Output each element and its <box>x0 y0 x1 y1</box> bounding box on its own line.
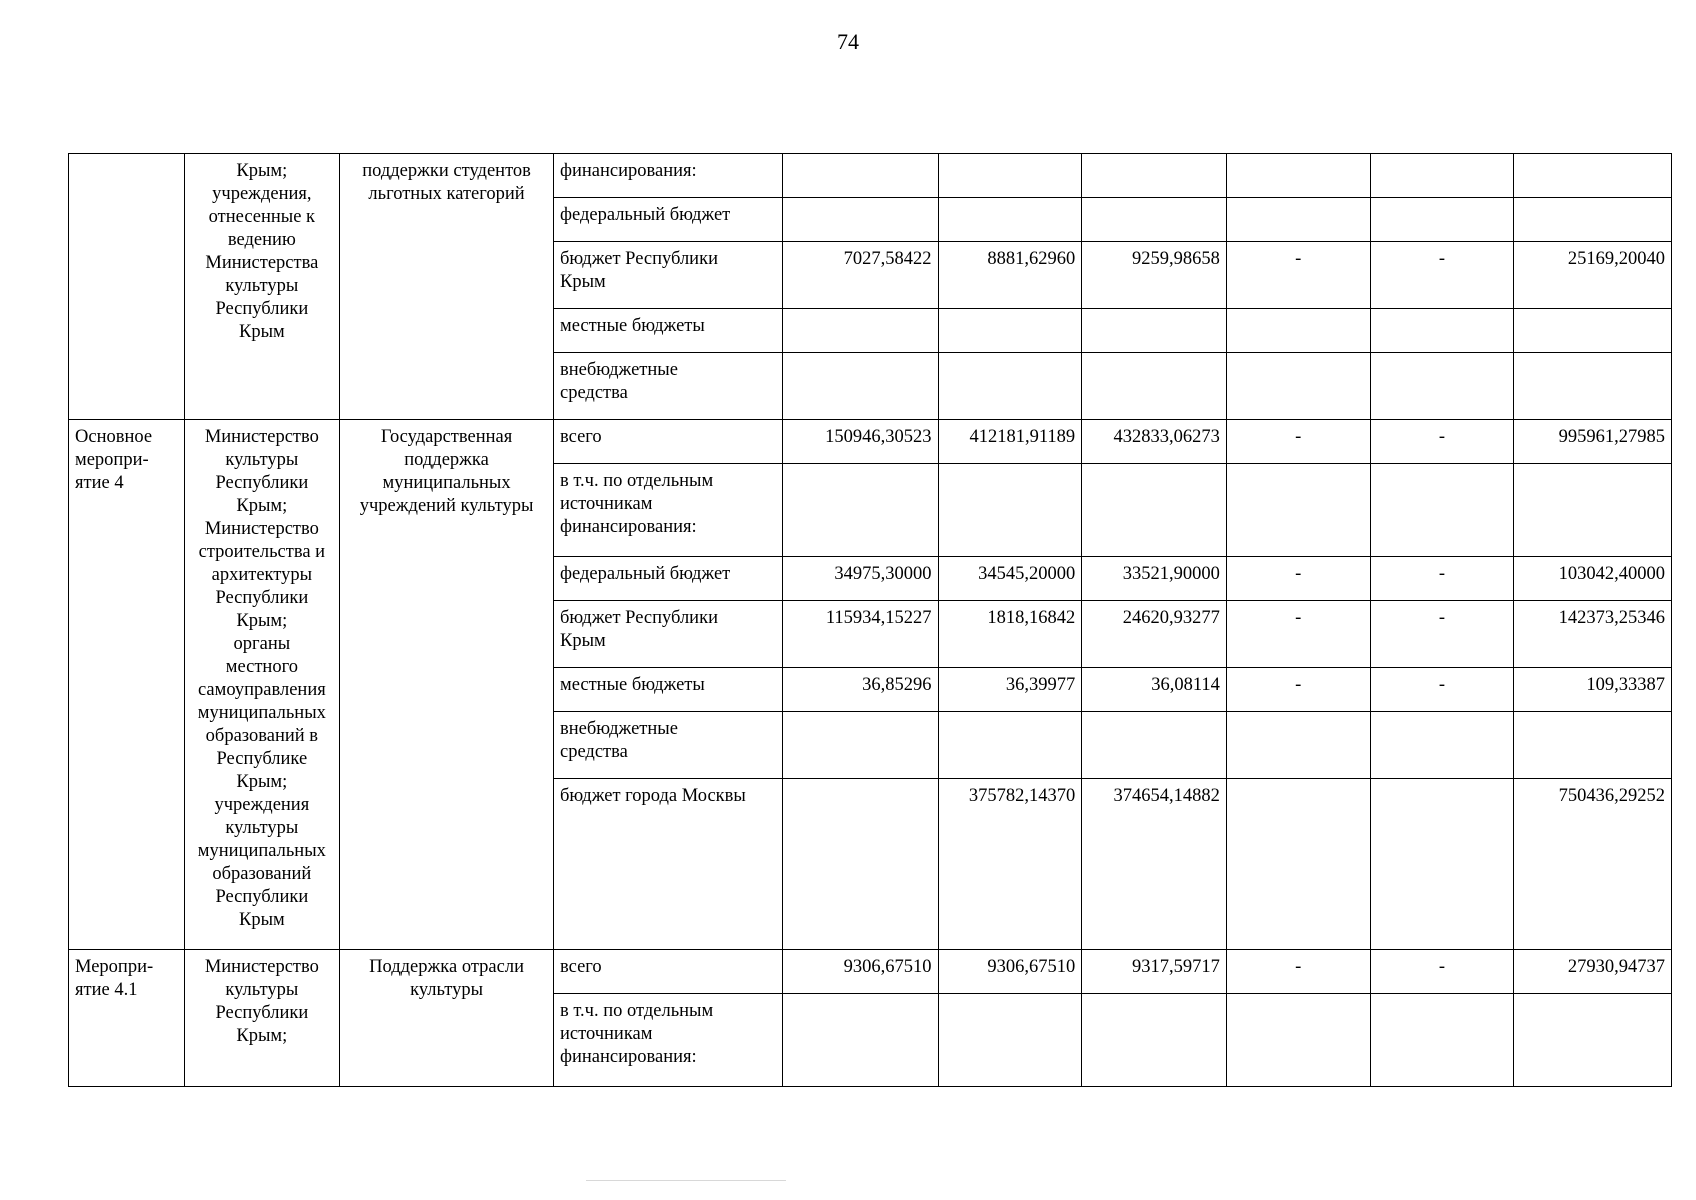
year-4-value-text: - <box>1295 608 1302 628</box>
total-value <box>1514 994 1672 1087</box>
year-1-value <box>782 668 938 712</box>
year-2-value <box>938 420 1082 464</box>
year-2-value-text: 9306,67510 <box>987 957 1076 977</box>
funding-source-cell <box>554 557 783 601</box>
year-4-value <box>1226 779 1370 950</box>
measure-cell <box>69 420 185 950</box>
year-4-value <box>1226 601 1370 668</box>
funding-source-cell <box>554 242 783 309</box>
year-1-value-text: 36,85296 <box>862 675 932 695</box>
year-2-value-text: 8881,62960 <box>987 249 1076 269</box>
program-title-cell-text: Поддержка отрасли культуры <box>369 957 524 1000</box>
year-5-value <box>1370 950 1514 994</box>
year-1-value <box>782 242 938 309</box>
year-2-value <box>938 242 1082 309</box>
year-3-value <box>1082 601 1227 668</box>
year-4-value <box>1226 464 1370 557</box>
year-3-value-text: 9259,98658 <box>1132 249 1220 269</box>
year-3-value-text: 432833,06273 <box>1113 427 1220 447</box>
total-value <box>1514 154 1672 198</box>
measure-cell <box>69 154 185 420</box>
total-value <box>1514 668 1672 712</box>
year-2-value <box>938 353 1082 420</box>
year-5-value-text: - <box>1438 957 1445 977</box>
year-3-value-text: 36,08114 <box>1151 675 1220 695</box>
table-row <box>69 420 1672 464</box>
year-4-value <box>1226 242 1370 309</box>
funding-source-cell <box>554 154 783 198</box>
year-4-value <box>1226 154 1370 198</box>
year-3-value <box>1082 242 1227 309</box>
year-5-value <box>1370 309 1514 353</box>
page-number: 74 <box>837 29 859 54</box>
year-3-value <box>1082 198 1227 242</box>
year-1-value <box>782 464 938 557</box>
year-5-value <box>1370 242 1514 309</box>
funding-source-cell-text: финансирования: <box>560 161 697 181</box>
year-3-value-text: 24620,93277 <box>1122 608 1220 628</box>
total-value-text: 27930,94737 <box>1567 957 1665 977</box>
total-value <box>1514 712 1672 779</box>
total-value <box>1514 420 1672 464</box>
funding-source-cell-text: внебюджетные средства <box>560 360 678 403</box>
measure-cell-text: Основное меропри- ятие 4 <box>75 427 153 493</box>
year-1-value <box>782 309 938 353</box>
year-4-value <box>1226 994 1370 1087</box>
year-1-value <box>782 198 938 242</box>
year-2-value <box>938 198 1082 242</box>
year-1-value <box>782 353 938 420</box>
total-value-text: 109,33387 <box>1586 675 1665 695</box>
total-value <box>1514 779 1672 950</box>
year-2-value-text: 36,39977 <box>1005 675 1076 695</box>
measure-cell-text: Меропри- ятие 4.1 <box>75 957 154 1000</box>
year-1-value-text: 7027,58422 <box>843 249 932 269</box>
year-1-value <box>782 994 938 1087</box>
program-title-cell <box>340 420 554 950</box>
year-4-value <box>1226 353 1370 420</box>
year-3-value <box>1082 668 1227 712</box>
year-4-value-text: - <box>1295 249 1302 269</box>
year-2-value-text: 1818,16842 <box>987 608 1076 628</box>
funding-source-cell-text: бюджет города Москвы <box>560 786 746 806</box>
funding-source-cell-text: местные бюджеты <box>560 675 705 695</box>
year-3-value <box>1082 464 1227 557</box>
funding-source-cell <box>554 464 783 557</box>
year-2-value <box>938 712 1082 779</box>
executor-cell-text: Министерство культуры Республики Крым; <box>204 957 319 1046</box>
year-4-value <box>1226 950 1370 994</box>
funding-source-cell-text: в т.ч. по отдельным источникам финансирования: <box>560 1001 714 1067</box>
program-title-cell <box>340 154 554 420</box>
year-3-value <box>1082 779 1227 950</box>
year-3-value <box>1082 994 1227 1087</box>
total-value <box>1514 557 1672 601</box>
year-1-value <box>782 557 938 601</box>
year-4-value <box>1226 420 1370 464</box>
total-value <box>1514 242 1672 309</box>
table-row <box>69 154 1672 198</box>
total-value-text: 750436,29252 <box>1558 786 1665 806</box>
funding-source-cell-text: всего <box>560 427 602 447</box>
funding-source-cell <box>554 779 783 950</box>
executor-cell <box>184 420 340 950</box>
funding-source-cell <box>554 668 783 712</box>
year-4-value-text: - <box>1295 675 1302 695</box>
funding-source-cell-text: внебюджетные средства <box>560 719 678 762</box>
year-2-value <box>938 154 1082 198</box>
year-1-value <box>782 712 938 779</box>
year-3-value-text: 9317,59717 <box>1132 957 1220 977</box>
year-4-value <box>1226 557 1370 601</box>
total-value <box>1514 601 1672 668</box>
year-4-value-text: - <box>1295 564 1302 584</box>
year-4-value <box>1226 712 1370 779</box>
year-5-value <box>1370 601 1514 668</box>
year-5-value-text: - <box>1438 249 1445 269</box>
funding-source-cell <box>554 309 783 353</box>
funding-source-cell-text: всего <box>560 957 602 977</box>
year-5-value <box>1370 668 1514 712</box>
measure-cell <box>69 950 185 1087</box>
year-5-value-text: - <box>1438 608 1445 628</box>
year-3-value <box>1082 950 1227 994</box>
year-1-value-text: 34975,30000 <box>834 564 932 584</box>
year-5-value <box>1370 779 1514 950</box>
total-value <box>1514 309 1672 353</box>
funding-source-cell-text: местные бюджеты <box>560 316 705 336</box>
year-2-value <box>938 601 1082 668</box>
year-5-value-text: - <box>1438 675 1445 695</box>
program-title-cell-text: Государственная поддержка муниципальных учреждений культуры <box>359 427 534 516</box>
year-3-value <box>1082 353 1227 420</box>
year-5-value <box>1370 464 1514 557</box>
year-1-value <box>782 950 938 994</box>
year-2-value-text: 375782,14370 <box>968 786 1076 806</box>
year-1-value-text: 150946,30523 <box>825 427 932 447</box>
year-2-value <box>938 464 1082 557</box>
funding-source-cell-text: в т.ч. по отдельным источникам финансирования: <box>560 471 714 537</box>
executor-cell-text: Крым; учреждения, отнесенные к ведению Министерства культуры Республики Крым <box>205 161 319 342</box>
year-2-value-text: 34545,20000 <box>978 564 1076 584</box>
funding-source-cell <box>554 198 783 242</box>
year-5-value <box>1370 557 1514 601</box>
year-2-value <box>938 557 1082 601</box>
total-value-text: 25169,20040 <box>1567 249 1665 269</box>
funding-source-cell <box>554 601 783 668</box>
executor-cell-text: Министерство культуры Республики Крым; Министерство строительства и архитектуры Республики Крым; органы местного самоуправления муниципальных образований в Республике Крым; учреждения культуры муниципальных образований Республики Крым <box>197 427 326 930</box>
year-1-value-text: 115934,15227 <box>825 608 932 628</box>
year-3-value-text: 374654,14882 <box>1113 786 1220 806</box>
year-5-value <box>1370 154 1514 198</box>
year-5-value <box>1370 198 1514 242</box>
year-5-value <box>1370 353 1514 420</box>
year-4-value <box>1226 668 1370 712</box>
year-5-value-text: - <box>1438 564 1445 584</box>
funding-source-cell <box>554 353 783 420</box>
total-value <box>1514 198 1672 242</box>
budget-table <box>68 153 1672 1087</box>
year-1-value <box>782 420 938 464</box>
total-value-text: 103042,40000 <box>1558 564 1665 584</box>
year-4-value <box>1226 198 1370 242</box>
year-3-value <box>1082 154 1227 198</box>
year-3-value <box>1082 557 1227 601</box>
year-2-value <box>938 950 1082 994</box>
year-4-value <box>1226 309 1370 353</box>
executor-cell <box>184 950 340 1087</box>
year-2-value <box>938 309 1082 353</box>
year-2-value <box>938 779 1082 950</box>
funding-source-cell <box>554 420 783 464</box>
year-3-value <box>1082 420 1227 464</box>
year-1-value <box>782 154 938 198</box>
funding-source-cell <box>554 950 783 994</box>
total-value-text: 995961,27985 <box>1558 427 1665 447</box>
funding-source-cell <box>554 712 783 779</box>
table-row <box>69 950 1672 994</box>
year-2-value <box>938 668 1082 712</box>
year-2-value <box>938 994 1082 1087</box>
funding-source-cell-text: федеральный бюджет <box>560 564 731 584</box>
year-1-value-text: 9306,67510 <box>843 957 932 977</box>
total-value <box>1514 950 1672 994</box>
year-5-value <box>1370 420 1514 464</box>
year-5-value <box>1370 712 1514 779</box>
total-value-text: 142373,25346 <box>1558 608 1665 628</box>
funding-source-cell-text: федеральный бюджет <box>560 205 731 225</box>
year-2-value-text: 412181,91189 <box>969 427 1076 447</box>
year-3-value <box>1082 309 1227 353</box>
year-3-value <box>1082 712 1227 779</box>
year-4-value-text: - <box>1295 957 1302 977</box>
year-1-value <box>782 779 938 950</box>
year-3-value-text: 33521,90000 <box>1122 564 1220 584</box>
year-1-value <box>782 601 938 668</box>
year-5-value-text: - <box>1438 427 1445 447</box>
funding-source-cell-text: бюджет Республики Крым <box>560 249 718 292</box>
funding-source-cell-text: бюджет Республики Крым <box>560 608 718 651</box>
total-value <box>1514 353 1672 420</box>
program-title-cell <box>340 950 554 1087</box>
total-value <box>1514 464 1672 557</box>
executor-cell <box>184 154 340 420</box>
year-4-value-text: - <box>1295 427 1302 447</box>
funding-source-cell <box>554 994 783 1087</box>
scan-artifact <box>586 1180 786 1181</box>
program-title-cell-text: поддержки студентов льготных категорий <box>362 161 531 204</box>
year-5-value <box>1370 994 1514 1087</box>
